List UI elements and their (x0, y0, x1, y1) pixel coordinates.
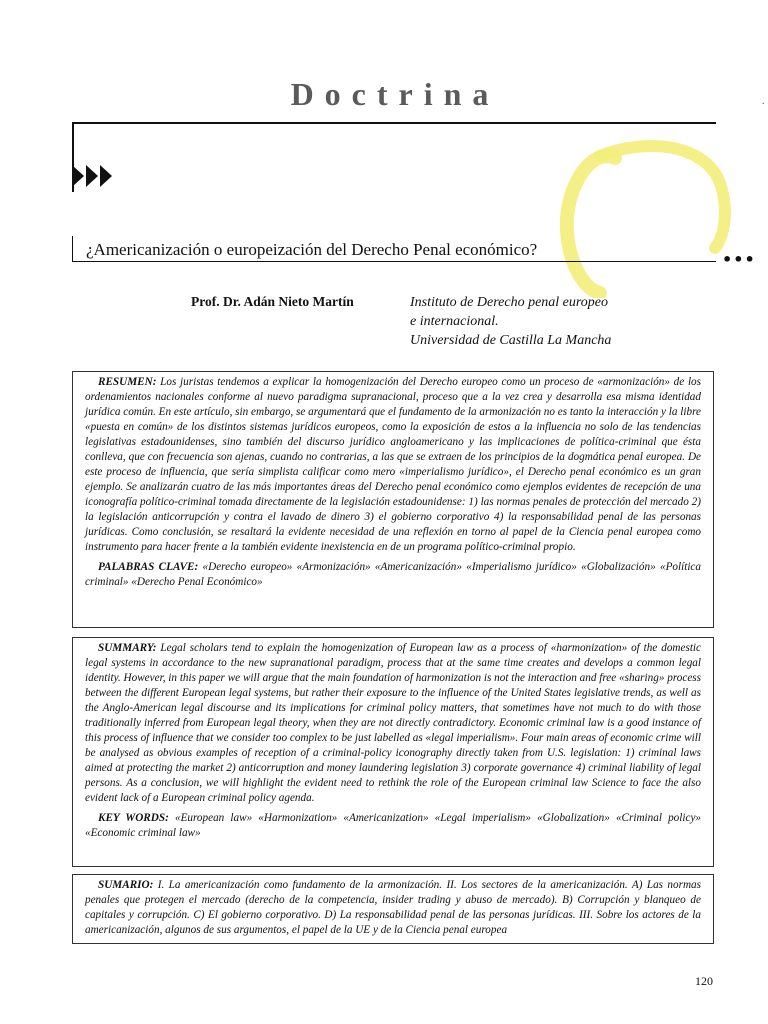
palabras-clave-text: «Derecho europeo» «Armonización» «Americanización» «Imperialismo jurídico» «Globalización» «Política criminal» «Derecho Penal Económico» (85, 561, 701, 588)
title-tick (72, 236, 73, 262)
title-rule (72, 261, 716, 262)
key-words-text: «European law» «Harmonization» «Americanization» «Legal imperialism» «Globalization» «Criminal policy» «Economic criminal law» (85, 812, 702, 839)
affiliation-line: Instituto de Derecho penal europeo (410, 295, 609, 310)
resumen-paragraph (85, 375, 701, 555)
section-title: Doctrina (290, 76, 500, 112)
page-number: 120 (695, 974, 713, 988)
arrow-markers (72, 165, 112, 187)
palabras-clave-paragraph (85, 560, 701, 590)
resumen-label: RESUMEN: (98, 376, 157, 388)
sumario-box (72, 874, 714, 944)
sumario-label: SUMARIO: (98, 879, 154, 891)
summary-text: Legal scholars tend to explain the homogenization of European law as a process of «harmonization» of the domestic legal systems in accordance to the new supranational paradigm, process that at the same time creates and develops a common legal identity. However, in this paper we will argue that the main foundation of harmonization is not the interaction and free «sharing» process between the different European legal systems, but rather their exposure to the influence of the United States legislative trends, as well as the Anglo-American legal discourse and its implications for criminal policy matters, that sometimes have not much to do with those traditionally inferred from European legal theory, when they are not directly contradictory. Economic criminal law is a good instance of this process of influence that we consider too complex to be just labelled as «legal imperialism». Four main areas of economic crime will be analysed as obvious examples of reception of a criminal-policy iconography directly taken from U.S. legislation: 1) criminal laws aimed at protecting the market 2) anticorruption and money laundering legislation 3) corporate governance 4) criminal liability of legal persons. As a conclusion, we will highlight the evident need to rethink the role of the European criminal law Science to face the also evident lack of a European criminal policy agenda. (85, 642, 702, 804)
article-title: ¿Americanización o europeización del Derecho Penal económico? (86, 240, 538, 259)
summary-label: SUMMARY: (98, 642, 157, 654)
arrow-icon (100, 165, 112, 187)
summary-box (72, 637, 714, 867)
arrow-icon (86, 165, 98, 187)
top-rule (72, 122, 716, 124)
key-words-paragraph (85, 811, 701, 841)
resumen-box (72, 371, 714, 628)
author-name: Prof. Dr. Adán Nieto Martín (191, 294, 354, 309)
affiliation-line: Universidad de Castilla La Mancha (410, 333, 612, 348)
author-affiliation (410, 293, 611, 350)
resumen-text: Los juristas tendemos a explicar la homogenización del Derecho europeo como un proceso de «armonización» de los ordenamientos nacionales conforme al nuevo paradigma supranacional, proceso que a la vez crea y desarrolla esa misma identidad jurídica común. En este artículo, sin embargo, se argumentará que el fundamento de la armonización no es tanto la interacción y la libre «puesta en común» de los distintos sistemas jurídicos europeos, como la exposición de estos a la influencia no solo de las tendencias legislativas estadounidenses, sino también del discurso jurídico angloamericano y las implicaciones de política-criminal que ésta conlleva, que con frecuencia son ajenas, cuando no contrarias, a las que se extraen de los principios de la dogmática penal europea. De este proceso de influencia, que sería simplista calificar como mero «imperialismo jurídico», el Derecho penal económico es un gran ejemplo. Se analizarán cuatro de las más importantes áreas del Derecho penal económico como ejemplos evidentes de recepción de una iconografía político-criminal tomada directamente de la legislación estadounidense: 1) las normas penales de protección del mercado 2) la legislación anticorrupción y contra el lavado de dinero 3) el gobierno corporativo 4) la responsabilidad penal de las personas jurídicas. Como conclusión, se resaltará la evidente necesidad de una reflexión en torno al papel de la Ciencia penal europea como instrumento para hacer frente a la también evidente inexistencia en de un programa político-criminal propio. (85, 376, 701, 553)
summary-paragraph (85, 641, 701, 806)
corner-mark: . (762, 96, 765, 107)
affiliation-line: e internacional. (410, 314, 499, 329)
arrow-icon (72, 165, 84, 187)
palabras-clave-label: PALABRAS CLAVE: (98, 561, 199, 573)
decorative-dots: ••• (722, 250, 756, 269)
highlighter-mark (555, 138, 740, 298)
sumario-text: I. La americanización como fundamento de la armonización. II. Los sectores de la americanización. A) Las normas penales que protegen el mercado (derecho de la competencia, insider trading y abuso de mercado). B) Corrupción y blanqueo de capitales y corrupción. C) El gobierno corporativo. D) La responsabilidad penal de las personas jurídicas. III. Sobre los actores de la americanización, algunos de sus argumentos, el papel de la UE y de la Ciencia penal europea (85, 879, 701, 936)
key-words-label: KEY WORDS: (98, 812, 169, 824)
sumario-paragraph (85, 878, 701, 938)
